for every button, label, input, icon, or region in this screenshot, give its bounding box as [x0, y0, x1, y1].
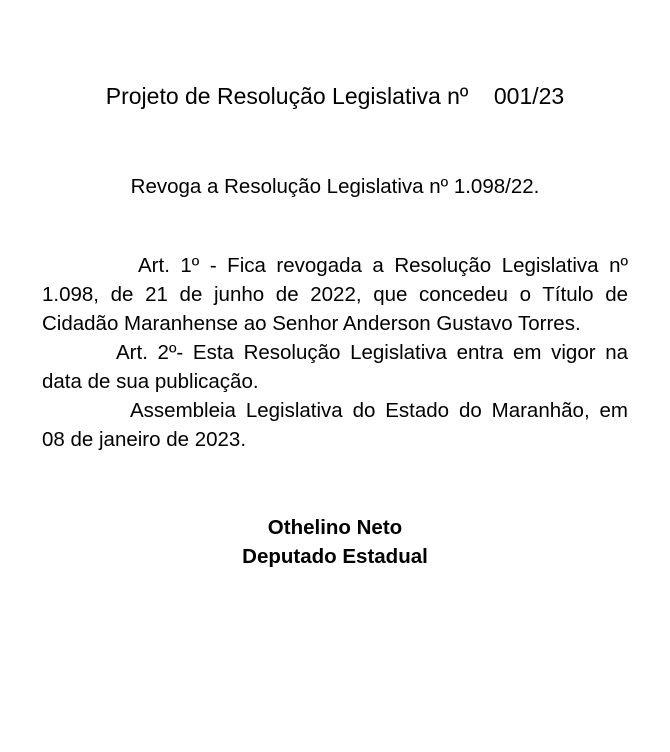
document-page — [0, 82, 670, 752]
document-body — [42, 251, 628, 455]
signature-block — [42, 514, 628, 571]
page-title: Projeto de Resolução Legislativa nº 001/23 — [105, 83, 565, 109]
signatory-name: Othelino Neto — [267, 516, 403, 540]
article-paragraph-2: Art. 2º- Esta Resolução Legislativa entra em vigor na data de sua publicação. — [42, 340, 628, 393]
document-summary — [42, 174, 628, 201]
article-paragraph-1: Art. 1º - Fica revogada a Resolução Legislativa nº 1.098, de 21 de junho de 2022, que concedeu o Título de Cidadão Maranhense ao Senhor Anderson Gustavo Torres. — [42, 253, 628, 335]
document-summary-text: Revoga a Resolução Legislativa nº 1.098/22. — [130, 174, 540, 198]
closing-paragraph: Assembleia Legislativa do Estado do Maranhão, em 08 de janeiro de 2023. — [42, 399, 628, 452]
signatory-role: Deputado Estadual — [242, 544, 428, 568]
